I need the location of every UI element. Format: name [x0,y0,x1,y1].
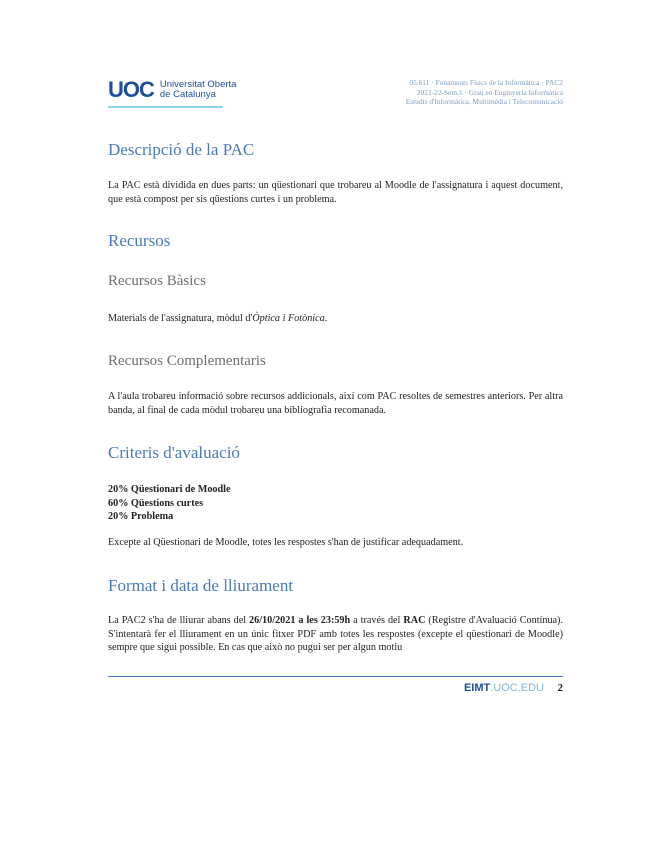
footer-brand [464,682,544,694]
page-header-info [406,78,563,107]
format-text-2: a través del [350,615,404,626]
header-semester: 2021-22-Sem.1 · Grau en Enginyeria Informàtica [416,87,563,97]
basics-text-italic: Òptica i Fotònica [252,313,325,324]
section-title-descripcio: Descripció de la PAC [108,140,255,159]
format-rac: RAC [403,615,426,626]
header-studies: Estudis d'Informàtica, Multimèdia i Telecomunicació [405,97,563,106]
descripcio-paragraph: La PAC està dividida en dues parts: un qüestionari que trobareu al Moodle de l'assignatura i aquest document, que està compost per sis qüestions curtes i un problema. [108,180,563,205]
uoc-logo [108,79,236,101]
logo-line-2: de Catalunya [159,89,216,100]
footer-divider [108,676,563,677]
criteris-item: 20% Problema [108,511,174,522]
header-course: 05.611 · Fonaments Físics de la Informàtica · PAC2 [409,78,563,87]
footer-brand-light: .UOC.EDU [490,682,544,694]
criteris-list [108,483,563,524]
section-title-recursos: Recursos [108,231,171,250]
logo-underline [108,106,223,108]
page-number: 2 [557,682,563,694]
footer-brand-bold: EIMT [463,682,491,694]
criteris-item: 60% Qüestions curtes [108,497,204,509]
format-paragraph [108,614,563,655]
subsection-title-complementaris: Recursos Complementaris [108,353,266,369]
subsection-title-basics: Recursos Bàsics [108,273,206,289]
basics-text-suffix: . [324,313,328,324]
section-title-criteris: Criteris d'avaluació [108,443,240,462]
complementaris-paragraph: A l'aula trobareu informació sobre recursos addicionals, així com PAC resoltes de semestres anteriors. Per altra banda, al final de cada mòdul trobareu una bibliografia recomanada. [108,391,563,416]
uoc-logo-mark: UOC [108,77,154,102]
logo-line-1: Universitat Oberta [159,79,237,90]
uoc-logo-text [160,80,237,100]
basics-paragraph [108,312,563,326]
criteris-item: 20% Qüestionari de Moodle [108,484,231,495]
format-text-3: (Registre d'Avaluació Contínua). S'intentarà fer el lliurament en un únic fitxer PDF amb totes les respostes (excepte el qüestionari de Moodle) sempre que sigui possible. En cas que això no pugui ser per algun motiu [108,615,564,653]
basics-text-prefix: Materials de l'assignatura, mòdul d' [108,313,253,324]
format-deadline: 26/10/2021 a les 23:59h [249,615,351,626]
format-text-1: La PAC2 s'ha de lliurar abans del [108,615,250,626]
criteris-note: Excepte al Qüestionari de Moodle, totes les respostes s'han de justificar adequadament. [108,537,464,548]
section-title-format: Format i data de lliurament [108,576,294,595]
